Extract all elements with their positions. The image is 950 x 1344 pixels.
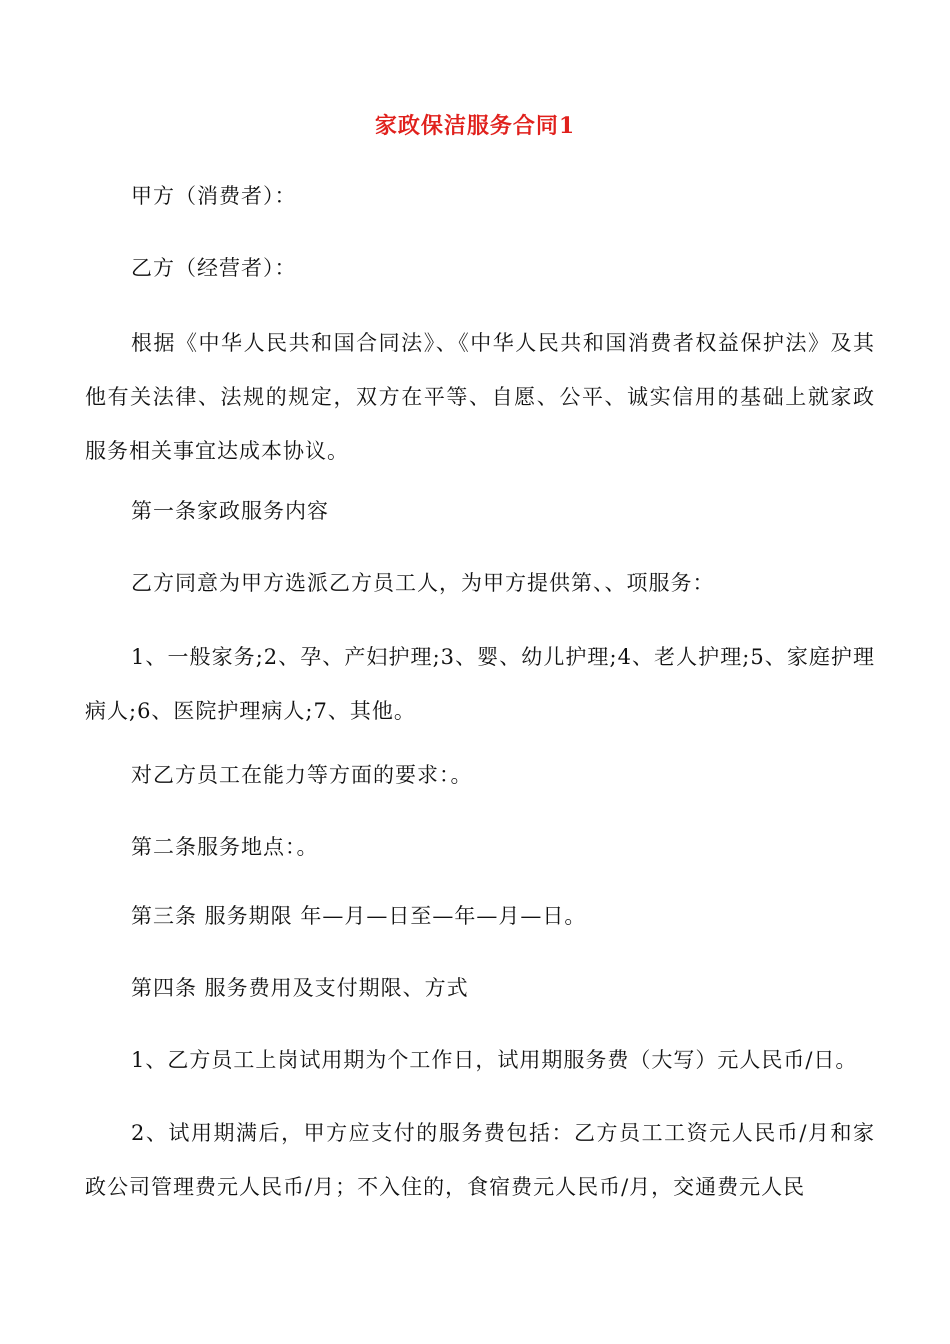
article-1-heading: 第一条家政服务内容 [131,499,329,523]
party-b-line: 乙方（经营者）： [131,256,297,280]
preamble-paragraph: 根据《中华人民共和国合同法》、《中华人民共和国消费者权益保护法》及其 他有关法律、法规的规定，双方在平等、自愿、公平、诚实信用的基础上就家政 服务相关事宜达成本协议。 [85,331,875,463]
document-title: 家政保洁服务合同1 [374,113,576,139]
party-a-line: 甲方（消费者）： [131,184,297,208]
staff-requirements-paragraph: 对乙方员工在能力等方面的要求：。 [131,763,473,787]
article-4-heading: 第四条 服务费用及支付期限、方式 [131,976,469,1000]
article-3-service-period: 第三条 服务期限 年—月—日至—年—月—日。 [131,904,587,928]
article-2-service-location: 第二条服务地点：。 [131,835,319,859]
service-items-paragraph: 1、一般家务;2、孕、产妇护理;3、婴、幼儿护理;4、老人护理;5、家庭护理病人;6、医院护理病人;7、其他。 [85,645,875,723]
fee-clause-1: 1、乙方员工上岗试用期为个工作日，试用期服务费（大写）元人民币/日。 [131,1048,858,1072]
fee-clause-2: 2、试用期满后，甲方应支付的服务费包括：乙方员工工资元人民币/月和家政公司管理费元人民币/月；不入住的，食宿费元人民币/月，交通费元人民 [85,1121,875,1199]
service-assignment-paragraph: 乙方同意为甲方选派乙方员工人，为甲方提供第、、项服务： [131,571,715,595]
